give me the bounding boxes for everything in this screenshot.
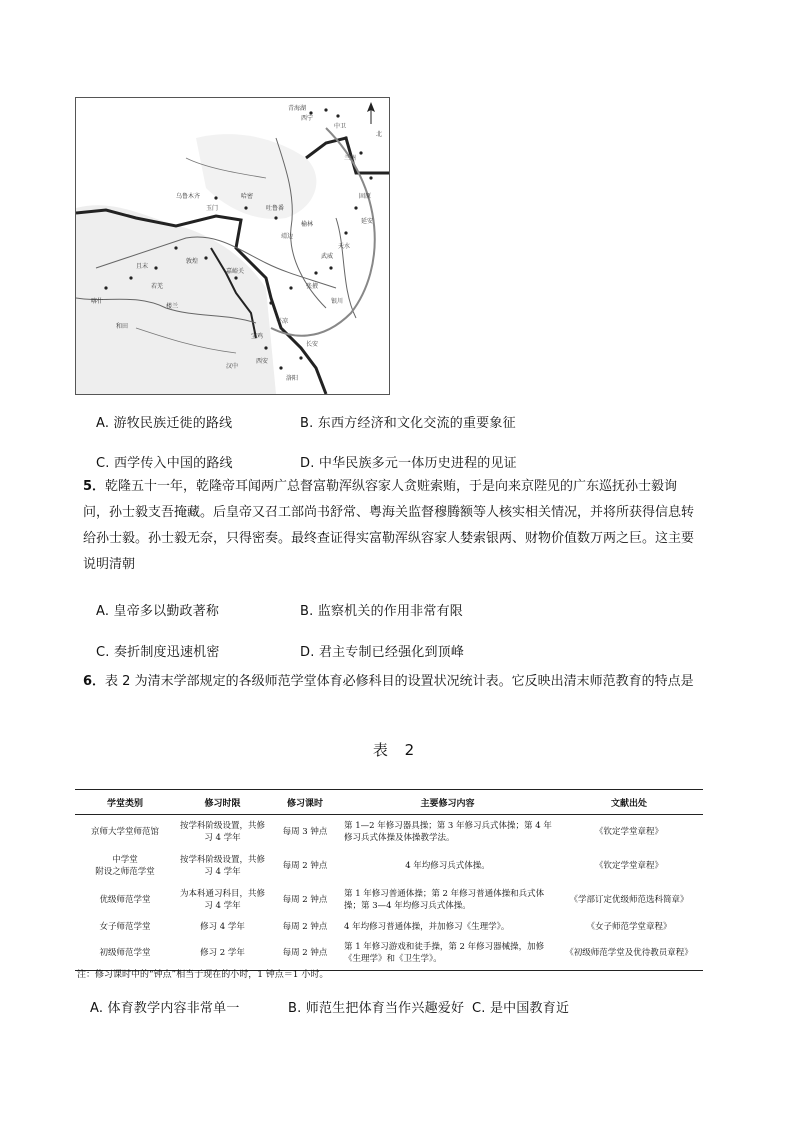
table-cell: 《钦定学堂章程》 xyxy=(594,826,663,837)
table-cell: 第 1 年修习普通体操；第 2 年修习普通体操和兵式体操；第 3—4 年均修习兵式体操。 xyxy=(344,888,545,911)
table-cell: 4 年均修习兵式体操。 xyxy=(405,860,490,871)
table-cell: 第 1—2 年修习器具操；第 3 年修习兵式体操；第 4 年修习兵式体操及体操教学法。 xyxy=(344,820,552,843)
column-header: 修习课时 xyxy=(270,790,340,815)
svg-text:青海湖: 青海湖 xyxy=(288,105,307,112)
north-arrow-icon xyxy=(367,102,375,124)
svg-text:中卫: 中卫 xyxy=(334,123,347,130)
q4-option-c[interactable]: C. 西学传入中国的路线 xyxy=(96,456,233,471)
question-number: 6． xyxy=(83,674,106,689)
svg-text:若羌: 若羌 xyxy=(151,283,164,290)
q5-option-a[interactable]: A. 皇帝多以勤政著称 xyxy=(96,604,220,619)
svg-text:哈密: 哈密 xyxy=(241,193,254,200)
table-cell: 《女子师范学堂章程》 xyxy=(586,921,672,932)
table-cell: 每周 2 钟点 xyxy=(270,937,340,971)
q4-option-d[interactable]: D. 中华民族多元一体历史进程的见证 xyxy=(300,456,517,471)
svg-text:乌鲁木齐: 乌鲁木齐 xyxy=(176,193,201,200)
question-stem: 表 2 为清末学部规定的各级师范学堂体育必修科目的设置状况统计表。它反映出清末师范教育的特点是 xyxy=(105,674,694,689)
table-cell: 4 年均修习普通体操，并加修习《生理学》。 xyxy=(344,921,510,932)
table-cell: 中学堂 附设之师范学堂 xyxy=(95,854,155,877)
svg-text:平凉: 平凉 xyxy=(276,318,289,325)
table-row xyxy=(75,883,703,917)
question-6 xyxy=(83,669,703,695)
table-row xyxy=(75,815,703,849)
table-cell: 每周 2 钟点 xyxy=(282,894,328,905)
q6-option-a[interactable]: A. 体育教学内容非常单一 xyxy=(90,1001,240,1016)
q6-option-b[interactable]: B. 师范生把体育当作兴趣爱好 xyxy=(288,1001,465,1016)
table-cell: 修习 2 学年 xyxy=(175,937,270,971)
svg-text:汉中: 汉中 xyxy=(226,363,239,370)
table-cell: 为本科通习科目，共修习 4 学年 xyxy=(179,888,265,911)
q5-option-d[interactable]: D. 君主专制已经强化到顶峰 xyxy=(300,645,465,660)
svg-text:北: 北 xyxy=(376,131,383,138)
table-cell: 优级师范学堂 xyxy=(99,894,151,905)
column-header: 主要修习内容 xyxy=(340,790,555,815)
question-5 xyxy=(83,474,703,578)
question-stem: 乾隆五十一年，乾隆帝耳闻两广总督富勒浑纵容家人贪赃索贿，于是向来京陛见的广东巡抚孙士毅询问，孙士毅支吾掩藏。后皇帝又召工部尚书舒常、粤海关监督穆腾额等人核实相关情况，并将所获得信息转给孙士毅。孙士毅无奈，只得密奏。最终查证得实富勒浑纵容家人婪索银两、财物价值数万两之巨。这主要说明清朝 xyxy=(83,479,695,572)
column-header: 文献出处 xyxy=(555,790,703,815)
q5-option-c[interactable]: C. 奏折制度迅速机密 xyxy=(96,645,220,660)
q4-option-a[interactable]: A. 游牧民族迁徙的路线 xyxy=(96,416,233,431)
svg-text:固原: 固原 xyxy=(359,193,372,200)
question-number: 5． xyxy=(83,479,106,494)
svg-text:喀什: 喀什 xyxy=(91,298,104,305)
table-cell: 修习 4 学年 xyxy=(200,921,245,932)
table-cell: 初级师范学堂 xyxy=(75,937,175,971)
svg-text:延安: 延安 xyxy=(361,218,374,225)
table-row xyxy=(75,937,703,971)
map-drawing xyxy=(76,98,389,394)
svg-text:嘉峪关: 嘉峪关 xyxy=(226,268,245,275)
q5-option-b[interactable]: B. 监察机关的作用非常有限 xyxy=(300,604,463,619)
svg-text:靖边: 靖边 xyxy=(281,233,294,240)
table-cell: 《初级师范学堂及优待教员章程》 xyxy=(555,937,703,971)
column-header: 学堂类别 xyxy=(75,790,175,815)
table-cell: 女子师范学堂 xyxy=(99,921,151,932)
svg-text:且末: 且末 xyxy=(136,263,149,270)
table-cell: 每周 2 钟点 xyxy=(282,860,328,871)
table-cell: 每周 3 钟点 xyxy=(282,826,328,837)
svg-text:西安: 西安 xyxy=(256,358,269,365)
svg-text:天水: 天水 xyxy=(338,243,351,250)
svg-text:张掖: 张掖 xyxy=(306,283,319,290)
table-header-row xyxy=(75,790,703,815)
svg-text:榆林: 榆林 xyxy=(301,221,314,228)
table-note: 注：修习课时中的“钟点”相当于现在的小时，1 钟点＝1 小时。 xyxy=(77,970,329,980)
column-header: 修习时限 xyxy=(175,790,270,815)
svg-text:楼兰: 楼兰 xyxy=(166,303,179,310)
svg-text:敦煌: 敦煌 xyxy=(186,258,199,265)
table-cell: 第 1 年修习游戏和徒手操，第 2 年修习器械操，加修《生理学》和《卫生学》。 xyxy=(340,937,555,971)
svg-text:玉门: 玉门 xyxy=(206,205,219,212)
table-row xyxy=(75,849,703,883)
svg-text:兰州: 兰州 xyxy=(344,155,357,162)
svg-text:银川: 银川 xyxy=(331,298,344,305)
svg-text:宝鸡: 宝鸡 xyxy=(251,333,264,340)
table-caption: 表 2 xyxy=(372,741,421,759)
table-cell: 《学部订定优级师范选科简章》 xyxy=(569,894,689,905)
q6-option-c[interactable]: C. 是中国教育近 xyxy=(472,1001,570,1016)
silk-road-map xyxy=(75,97,390,395)
svg-text:武威: 武威 xyxy=(321,253,334,260)
data-table xyxy=(75,789,703,971)
q4-option-b[interactable]: B. 东西方经济和文化交流的重要象征 xyxy=(300,416,516,431)
svg-text:西宁: 西宁 xyxy=(301,115,314,122)
svg-text:和田: 和田 xyxy=(116,323,129,330)
table-cell: 按学科阶级设置，共修习 4 学年 xyxy=(179,854,265,877)
table-row xyxy=(75,917,703,937)
table-cell: 按学科阶级设置，共修习 4 学年 xyxy=(179,820,265,843)
svg-text:吐鲁番: 吐鲁番 xyxy=(266,205,285,212)
table-cell: 京师大学堂师范馆 xyxy=(90,826,159,837)
table-cell: 每周 2 钟点 xyxy=(282,921,328,932)
svg-text:洛阳: 洛阳 xyxy=(286,375,299,382)
svg-text:长安: 长安 xyxy=(306,341,319,348)
table-cell: 《钦定学堂章程》 xyxy=(594,860,663,871)
